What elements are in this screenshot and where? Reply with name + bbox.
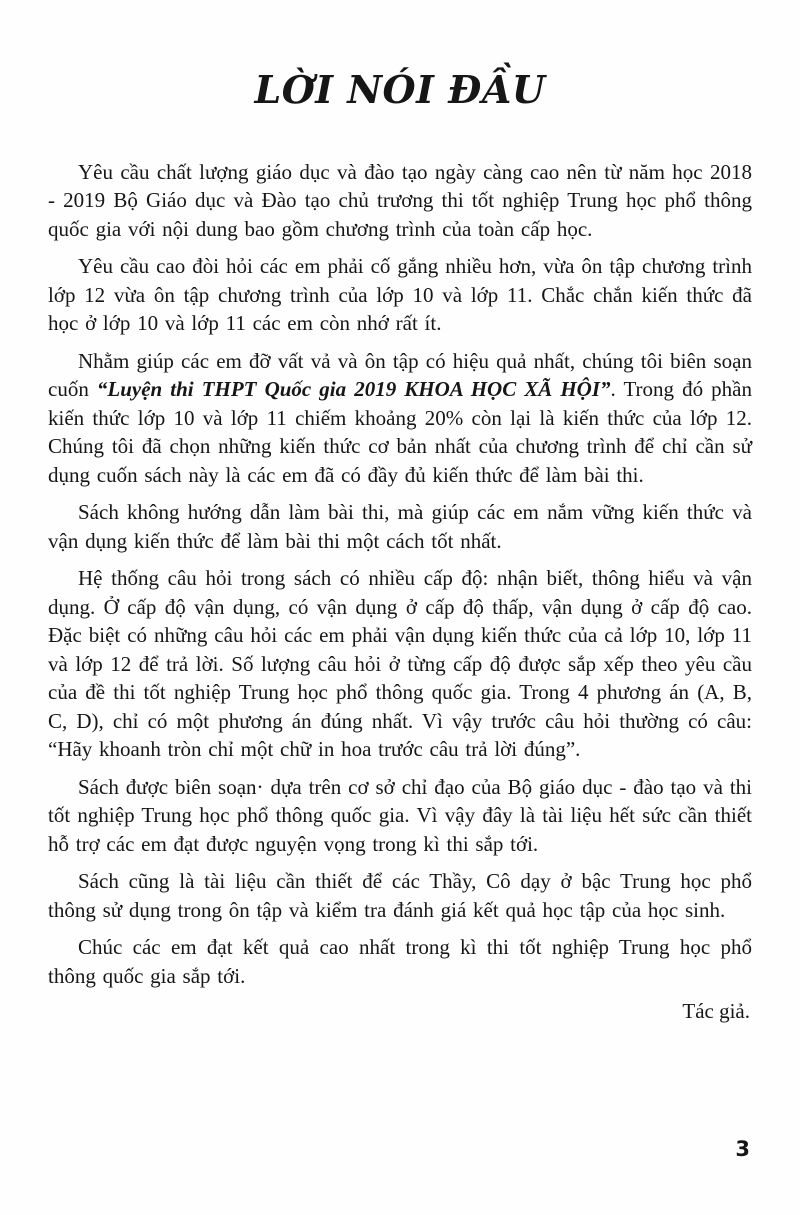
paragraph <box>48 498 752 555</box>
paragraph-text: Hệ thống câu hỏi trong sách có nhiều cấp độ: nhận biết, thông hiểu và vận dụng. Ở cấp độ vận dụng, có vận dụng ở cấp độ thấp, vận dụng ở cấp độ cao. Đặc biệt có những câu hỏi các em phải vận dụng kiến thức của cả lớp 10, lớp 11 và lớp 12 để trả lời. Số lượng câu hỏi ở từng cấp độ được sắp xếp theo yêu cầu của đề thi tốt nghiệp Trung học phổ thông quốc gia. Trong 4 phương án (A, B, C, D), chỉ có một phương án đúng nhất. Vì vậy trước câu hỏi thường có câu: “Hãy khoanh tròn chỉ một chữ in hoa trước câu trả lời đúng”. <box>48 566 752 762</box>
author-signature: Tác giả. <box>682 999 750 1024</box>
paragraph-text: Sách không hướng dẫn làm bài thi, mà giúp các em nắm vững kiến thức và vận dụng kiến thức để làm bài thi một cách tốt nhất. <box>48 500 752 553</box>
paragraph-text: Chúc các em đạt kết quả cao nhất trong kì thi tốt nghiệp Trung học phổ thông quốc gia sắp tới. <box>48 935 752 988</box>
preface-body <box>48 158 752 991</box>
paragraph <box>48 933 752 990</box>
paragraph-text: Yêu cầu chất lượng giáo dục và đào tạo ngày càng cao nên từ năm học 2018 - 2019 Bộ Giáo dục và Đào tạo chủ trương thi tốt nghiệp Trung học phổ thông quốc gia với nội dung bao gồm chương trình của toàn cấp học. <box>48 159 752 241</box>
page-number: 3 <box>735 1137 750 1161</box>
book-title-emphasis: “Luyện thi THPT Quốc gia 2019 KHOA HỌC XÃ HỘI” <box>96 377 611 402</box>
paragraph <box>48 252 752 338</box>
paragraph <box>48 773 752 859</box>
page-title: LỜI NÓI ĐẦU <box>254 67 546 112</box>
paragraph-text: Sách cũng là tài liệu cần thiết để các Thầy, Cô dạy ở bậc Trung học phổ thông sử dụng trong ôn tập và kiểm tra đánh giá kết quả học tập của học sinh. <box>48 869 752 922</box>
paragraph-text: . Trong đó phần kiến thức lớp 10 và lớp 11 chiếm khoảng 20% còn lại là kiến thức của lớp 12. Chúng tôi đã chọn những kiến thức cơ bản nhất của chương trình để chỉ cần sử dụng cuốn sách này là các em đã có đầy đủ kiến thức để làm bài thi. <box>48 377 752 487</box>
paragraph <box>48 867 752 924</box>
paragraph <box>48 347 752 490</box>
paragraph-text: Yêu cầu cao đòi hỏi các em phải cố gắng nhiều hơn, vừa ôn tập chương trình lớp 12 vừa ôn tập chương trình của lớp 10 và lớp 11. Chắc chắn kiến thức đã học ở lớp 10 và lớp 11 các em còn nhớ rất ít. <box>48 254 752 336</box>
paragraph-text: Nhằm giúp các em đỡ vất vả và ôn tập có hiệu quả nhất, chúng tôi biên soạn cuốn <box>48 348 752 402</box>
paragraph <box>48 564 752 764</box>
paragraph-text: Sách được biên soạn· dựa trên cơ sở chỉ đạo của Bộ giáo dục - đào tạo và thi tốt nghiệp Trung học phổ thông quốc gia. Vì vậy đây là tài liệu hết sức cần thiết hỗ trợ các em đạt được nguyện vọng trong kì thi sắp tới. <box>48 774 752 856</box>
paragraph <box>48 158 752 244</box>
